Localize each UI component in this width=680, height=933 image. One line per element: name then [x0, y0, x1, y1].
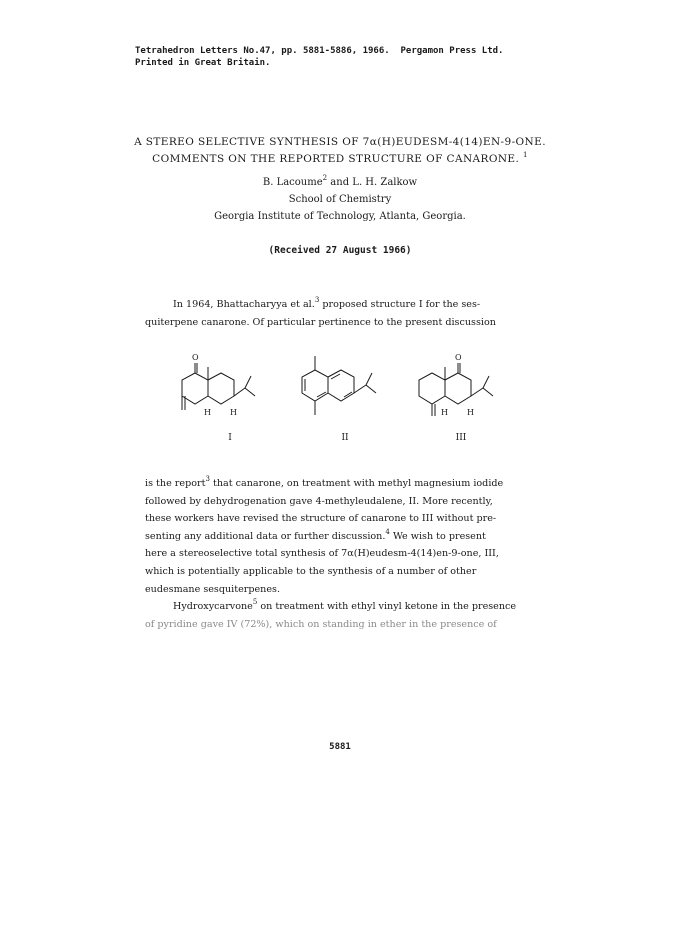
- journal-citation: Tetrahedron Letters No.47, pp. 5881-5886, 1966. Pergamon Press Ltd.: [135, 46, 504, 56]
- text-run: In 1964, Bhattacharyya et al.: [173, 299, 315, 310]
- structure-i-drawing: [182, 363, 255, 410]
- paragraph-2-line-1: [145, 475, 545, 493]
- structure-iii-drawing: [419, 363, 493, 416]
- text-run: Hydroxycarvone: [173, 601, 253, 612]
- paragraph-2-line-7: eudesmane sesquiterpenes.: [145, 583, 281, 595]
- chemical-structures-figure: [160, 340, 520, 460]
- paragraph-2-line-5: here a stereoselective total synthesis of 7α(H)eudesm-4(14)en-9-one, III,: [145, 548, 499, 560]
- text-run: proposed structure I for the ses-: [322, 299, 481, 310]
- paragraph-2-line-3: these workers have revised the structure of canarone to III without pre-: [145, 513, 497, 525]
- structure-label-i: I: [228, 433, 232, 443]
- title-text: COMMENTS ON THE REPORTED STRUCTURE OF CANARONE.: [152, 153, 520, 165]
- structure-drawings: [160, 340, 520, 440]
- structure-label-iii: III: [455, 433, 467, 443]
- atom-h-1b: H: [230, 408, 237, 417]
- text-run: is the report: [145, 478, 206, 489]
- page-number: 5881: [329, 742, 351, 752]
- paragraph-2-line-4: [145, 528, 545, 546]
- paragraph-1-line-1: [145, 296, 545, 314]
- text-run: senting any additional data or further discussion.: [145, 530, 386, 542]
- atom-h-3a: H: [441, 408, 448, 417]
- atom-o-1: O: [192, 353, 199, 362]
- footnote-ref: 4: [385, 527, 390, 536]
- footnote-ref: 3: [205, 474, 210, 483]
- text-run: on treatment with ethyl vinyl ketone in the presence: [260, 601, 517, 612]
- atom-o-3: O: [455, 353, 462, 362]
- author-1: B. Lacoume: [262, 177, 323, 188]
- structure-label-ii: II: [341, 433, 349, 443]
- received-date: (Received 27 August 1966): [268, 245, 412, 256]
- paragraph-1-line-2: quiterpene canarone. Of particular pertinence to the present discussion: [145, 316, 496, 328]
- text-run: We wish to present: [392, 530, 486, 542]
- printed-in: Printed in Great Britain.: [135, 58, 271, 68]
- author-2: L. H. Zalkow: [352, 177, 418, 188]
- paragraph-2-line-2: followed by dehydrogenation gave 4-methyleudalene, II. More recently,: [145, 495, 493, 507]
- structure-ii-drawing: [302, 356, 376, 415]
- author-1-footnote-ref: 2: [322, 173, 328, 182]
- article-title-line-2: [100, 150, 580, 165]
- atom-h-1a: H: [204, 408, 211, 417]
- paragraph-1: [145, 296, 545, 331]
- journal-header: [135, 45, 503, 69]
- title-footnote-ref: 1: [522, 150, 528, 159]
- paragraph-3: [145, 598, 545, 633]
- footnote-ref: 5: [252, 597, 258, 606]
- affiliation-institute: Georgia Institute of Technology, Atlanta, Georgia.: [214, 211, 466, 222]
- author-joiner: and: [330, 177, 350, 188]
- atom-h-3b: H: [467, 408, 474, 417]
- paragraph-2-line-6: which is potentially applicable to the synthesis of a number of other: [145, 565, 477, 577]
- author-line: [100, 173, 580, 188]
- text-run: that canarone, on treatment with methyl magnesium iodide: [212, 478, 504, 489]
- paragraph-3-line-2: of pyridine gave IV (72%), which on standing in ether in the presence of: [145, 618, 497, 630]
- paragraph-2: [145, 475, 545, 598]
- article-title-line-1: A STEREO SELECTIVE SYNTHESIS OF 7α(H)EUDESM-4(14)EN-9-ONE.: [134, 136, 546, 148]
- footnote-ref: 3: [314, 295, 320, 304]
- paragraph-3-line-1: [145, 598, 545, 616]
- affiliation-school: School of Chemistry: [288, 194, 392, 205]
